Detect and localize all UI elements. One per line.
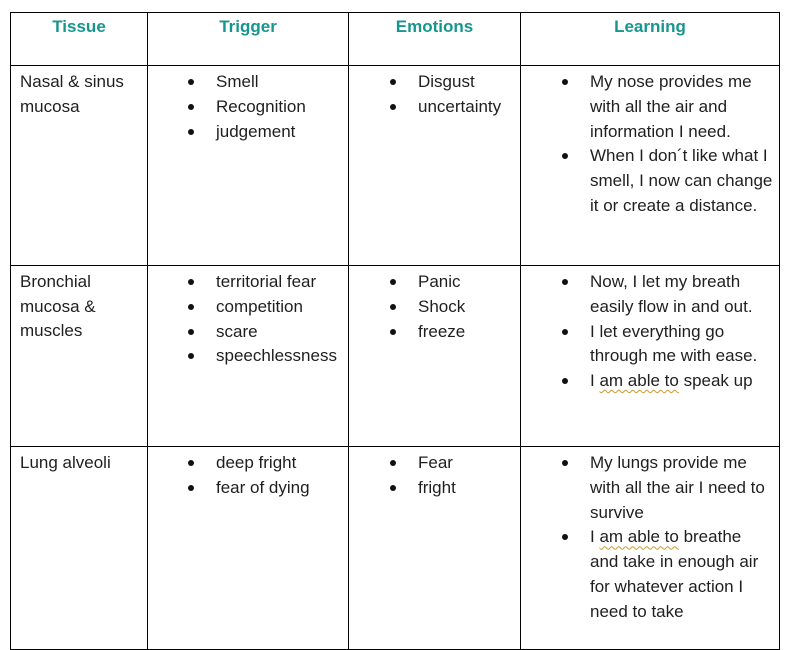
list-item: judgement (148, 120, 348, 145)
tissue-cell: Lung alveoli (11, 447, 148, 650)
learning-cell (521, 66, 780, 266)
learning-text: speak up (678, 371, 753, 391)
list-item: fright (349, 476, 520, 501)
table-row (11, 266, 780, 447)
list-item (521, 320, 779, 370)
emotions-cell (349, 447, 521, 650)
learning-text: When I don´t like what I smell, I now can change it or create a distance. (590, 146, 773, 215)
list-item: territorial fear (148, 270, 348, 295)
header-row (11, 13, 780, 66)
list-item: competition (148, 295, 348, 320)
list-item: Smell (148, 70, 348, 95)
list-item (521, 525, 779, 624)
learning-text: My lungs provide me with all the air I need to survive (590, 453, 765, 522)
list-item: freeze (349, 320, 520, 345)
learning-text: Now, I let my breath easily flow in and out. (590, 272, 753, 316)
header-emotions: Emotions (349, 13, 521, 66)
learning-cell (521, 266, 780, 447)
header-trigger: Trigger (148, 13, 349, 66)
list-item: fear of dying (148, 476, 348, 501)
list-item: Panic (349, 270, 520, 295)
table-row (11, 447, 780, 650)
table-row (11, 66, 780, 266)
list-item: Disgust (349, 70, 520, 95)
list-item: uncertainty (349, 95, 520, 120)
list-item: Recognition (148, 95, 348, 120)
tissue-cell: Nasal & sinus mucosa (11, 66, 148, 266)
emotions-cell (349, 66, 521, 266)
spellcheck-underline[interactable]: am able to (599, 371, 679, 391)
spellcheck-underline[interactable]: am able to (599, 527, 679, 547)
learning-cell (521, 447, 780, 650)
tissue-cell: Bronchial mucosa & muscles (11, 266, 148, 447)
learning-text: My nose provides me with all the air and information I need. (590, 72, 752, 141)
list-item (521, 451, 779, 525)
list-item (521, 270, 779, 320)
learning-text: I let everything go through me with ease. (590, 321, 758, 366)
header-tissue: Tissue (11, 13, 148, 66)
list-item (521, 70, 779, 144)
emotions-cell (349, 266, 521, 447)
list-item (521, 144, 779, 218)
list-item: Shock (349, 295, 520, 320)
header-learning: Learning (521, 13, 780, 66)
trigger-cell (148, 66, 349, 266)
feelings-table (10, 12, 780, 650)
trigger-cell (148, 447, 349, 650)
list-item: scare (148, 320, 348, 345)
list-item (521, 369, 779, 394)
list-item: Fear (349, 451, 520, 476)
list-item: speechlessness (148, 344, 348, 369)
list-item: deep fright (148, 451, 348, 476)
learning-text: I (590, 527, 600, 547)
learning-text: I (590, 371, 600, 391)
learning-text: breathe and take in enough air for whatever action I need to take (590, 527, 759, 621)
trigger-cell (148, 266, 349, 447)
